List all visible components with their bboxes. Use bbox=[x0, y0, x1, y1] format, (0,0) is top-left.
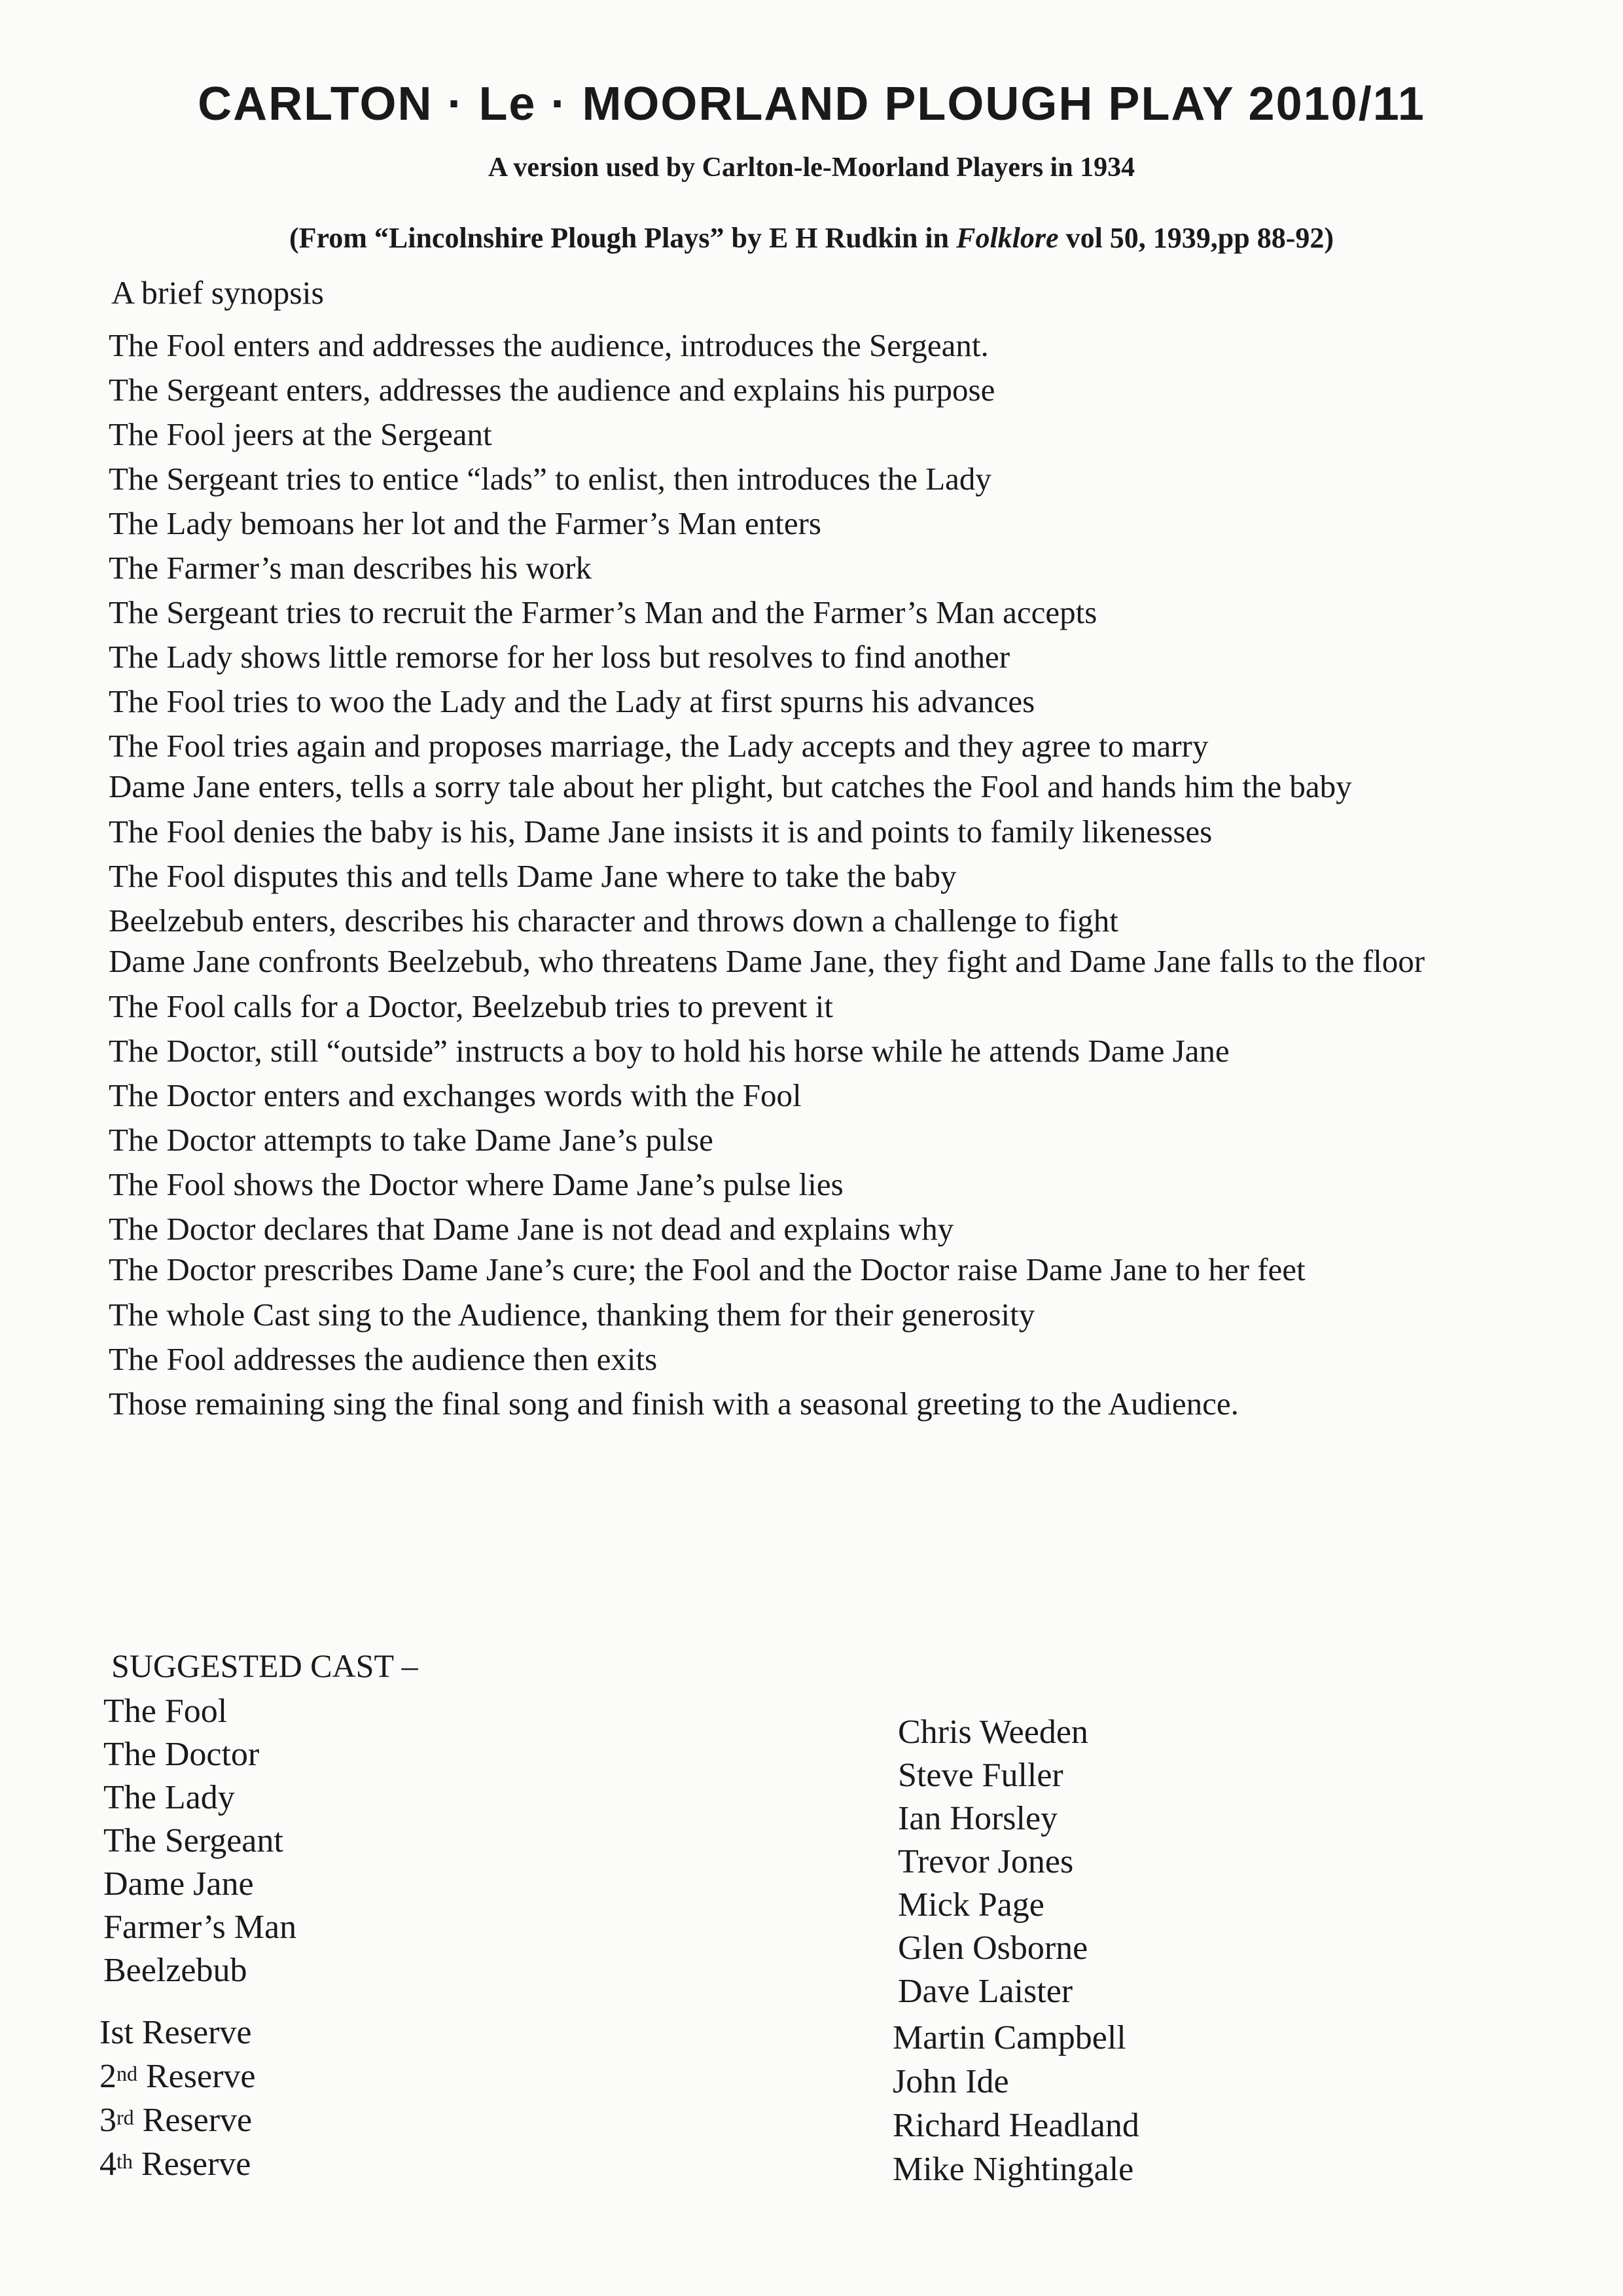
synopsis-line: The Fool calls for a Doctor, Beelzebub tries to prevent it bbox=[109, 988, 833, 1024]
reserve-name: Richard Headland bbox=[893, 2107, 1139, 2144]
reserve-names bbox=[893, 2016, 1139, 2191]
synopsis-line: The Fool tries to woo the Lady and the Lady at first spurns his advances bbox=[109, 683, 1035, 719]
cast-role: Dame Jane bbox=[103, 1865, 254, 1903]
reserve-role bbox=[99, 2011, 255, 2054]
synopsis-line: The Doctor enters and exchanges words with the Fool bbox=[109, 1077, 802, 1113]
synopsis-line: Dame Jane confronts Beelzebub, who threatens Dame Jane, they fight and Dame Jane falls to the floor bbox=[109, 943, 1425, 979]
synopsis-line: The whole Cast sing to the Audience, thanking them for their generosity bbox=[109, 1297, 1035, 1333]
reserve-label: Reserve bbox=[134, 2014, 252, 2051]
synopsis-line: The Fool jeers at the Sergeant bbox=[109, 416, 492, 452]
synopsis-line: The Sergeant enters, addresses the audience and explains his purpose bbox=[109, 372, 995, 408]
reserve-ordinal: 2 bbox=[99, 2058, 116, 2095]
reserve-role bbox=[99, 2098, 255, 2142]
reserve-ordinal-suffix: th bbox=[116, 2149, 133, 2173]
synopsis-line: Dame Jane enters, tells a sorry tale about her plight, but catches the Fool and hands him the baby bbox=[109, 768, 1352, 804]
reserve-ordinal: 4 bbox=[99, 2145, 116, 2183]
cast-role: Farmer’s Man bbox=[103, 1909, 297, 1946]
reserve-role bbox=[99, 2142, 255, 2186]
synopsis-line: The Lady shows little remorse for her loss but resolves to find another bbox=[109, 639, 1010, 675]
cast-role: Beelzebub bbox=[103, 1952, 247, 1989]
synopsis-line: Beelzebub enters, describes his character and throws down a challenge to fight bbox=[109, 903, 1118, 939]
cast-name: Glen Osborne bbox=[898, 1929, 1088, 1967]
cast-role: The Sergeant bbox=[103, 1822, 283, 1859]
cast-heading: SUGGESTED CAST – bbox=[111, 1647, 418, 1684]
source-citation bbox=[0, 221, 1623, 255]
synopsis-list bbox=[109, 323, 1522, 1426]
synopsis-line: The Fool addresses the audience then exits bbox=[109, 1341, 658, 1377]
synopsis-line: The Doctor declares that Dame Jane is not dead and explains why bbox=[109, 1211, 954, 1247]
synopsis-line: The Fool tries again and proposes marriage, the Lady accepts and they agree to marry bbox=[109, 728, 1209, 764]
source-prefix: (From “Lincolnshire Plough Plays” by E H Rudkin in bbox=[289, 222, 957, 254]
cast-name: Dave Laister bbox=[898, 1973, 1073, 2010]
cast-names bbox=[898, 1711, 1088, 2013]
source-suffix: vol 50, 1939,pp 88-92) bbox=[1058, 222, 1334, 254]
reserve-ordinal: 3 bbox=[99, 2102, 116, 2139]
cast-roles bbox=[103, 1690, 296, 1992]
cast-role: The Fool bbox=[103, 1693, 228, 1730]
cast-name: Chris Weeden bbox=[898, 1713, 1088, 1751]
reserve-ordinal: Ist bbox=[99, 2014, 134, 2051]
reserve-name: Martin Campbell bbox=[893, 2019, 1126, 2056]
synopsis-line: The Fool denies the baby is his, Dame Jane insists it is and points to family likenesses bbox=[109, 814, 1213, 850]
synopsis-line: The Sergeant tries to recruit the Farmer’s Man and the Farmer’s Man accepts bbox=[109, 594, 1097, 630]
synopsis-heading: A brief synopsis bbox=[111, 274, 324, 311]
cast-name: Mick Page bbox=[898, 1886, 1044, 1924]
reserve-role bbox=[99, 2054, 255, 2098]
reserve-name: John Ide bbox=[893, 2063, 1009, 2100]
reserve-roles bbox=[99, 2011, 255, 2186]
synopsis-line: The Doctor, still “outside” instructs a boy to hold his horse while he attends Dame Jane bbox=[109, 1033, 1230, 1069]
synopsis-line: The Doctor prescribes Dame Jane’s cure; the Fool and the Doctor raise Dame Jane to her feet bbox=[109, 1251, 1306, 1287]
synopsis-line: The Doctor attempts to take Dame Jane’s pulse bbox=[109, 1122, 713, 1158]
synopsis-line: The Fool enters and addresses the audience, introduces the Sergeant. bbox=[109, 327, 989, 363]
cast-name: Trevor Jones bbox=[898, 1843, 1074, 1880]
synopsis-line: The Fool disputes this and tells Dame Jane where to take the baby bbox=[109, 858, 957, 894]
cast-role: The Doctor bbox=[103, 1736, 260, 1773]
reserve-label: Reserve bbox=[137, 2058, 256, 2095]
cast-name: Steve Fuller bbox=[898, 1757, 1063, 1794]
reserve-name: Mike Nightingale bbox=[893, 2151, 1134, 2188]
cast-role: The Lady bbox=[103, 1779, 235, 1816]
reserve-label: Reserve bbox=[134, 2102, 253, 2139]
reserve-ordinal-suffix: rd bbox=[116, 2106, 134, 2129]
synopsis-line: The Lady bemoans her lot and the Farmer’s Man enters bbox=[109, 505, 822, 541]
synopsis-line: The Fool shows the Doctor where Dame Jane’s pulse lies bbox=[109, 1166, 844, 1202]
synopsis-line: Those remaining sing the final song and finish with a seasonal greeting to the Audience. bbox=[109, 1386, 1239, 1422]
reserve-ordinal-suffix: nd bbox=[116, 2062, 137, 2085]
reserve-label: Reserve bbox=[132, 2145, 251, 2183]
synopsis-line: The Sergeant tries to entice “lads” to enlist, then introduces the Lady bbox=[109, 461, 991, 497]
page-title: CARLTON · Le · MOORLAND PLOUGH PLAY 2010/11 bbox=[198, 78, 1425, 130]
source-journal: Folklore bbox=[956, 222, 1059, 254]
cast-name: Ian Horsley bbox=[898, 1800, 1058, 1837]
page-subtitle: A version used by Carlton-le-Moorland Players in 1934 bbox=[488, 152, 1135, 183]
synopsis-line: The Farmer’s man describes his work bbox=[109, 550, 592, 586]
